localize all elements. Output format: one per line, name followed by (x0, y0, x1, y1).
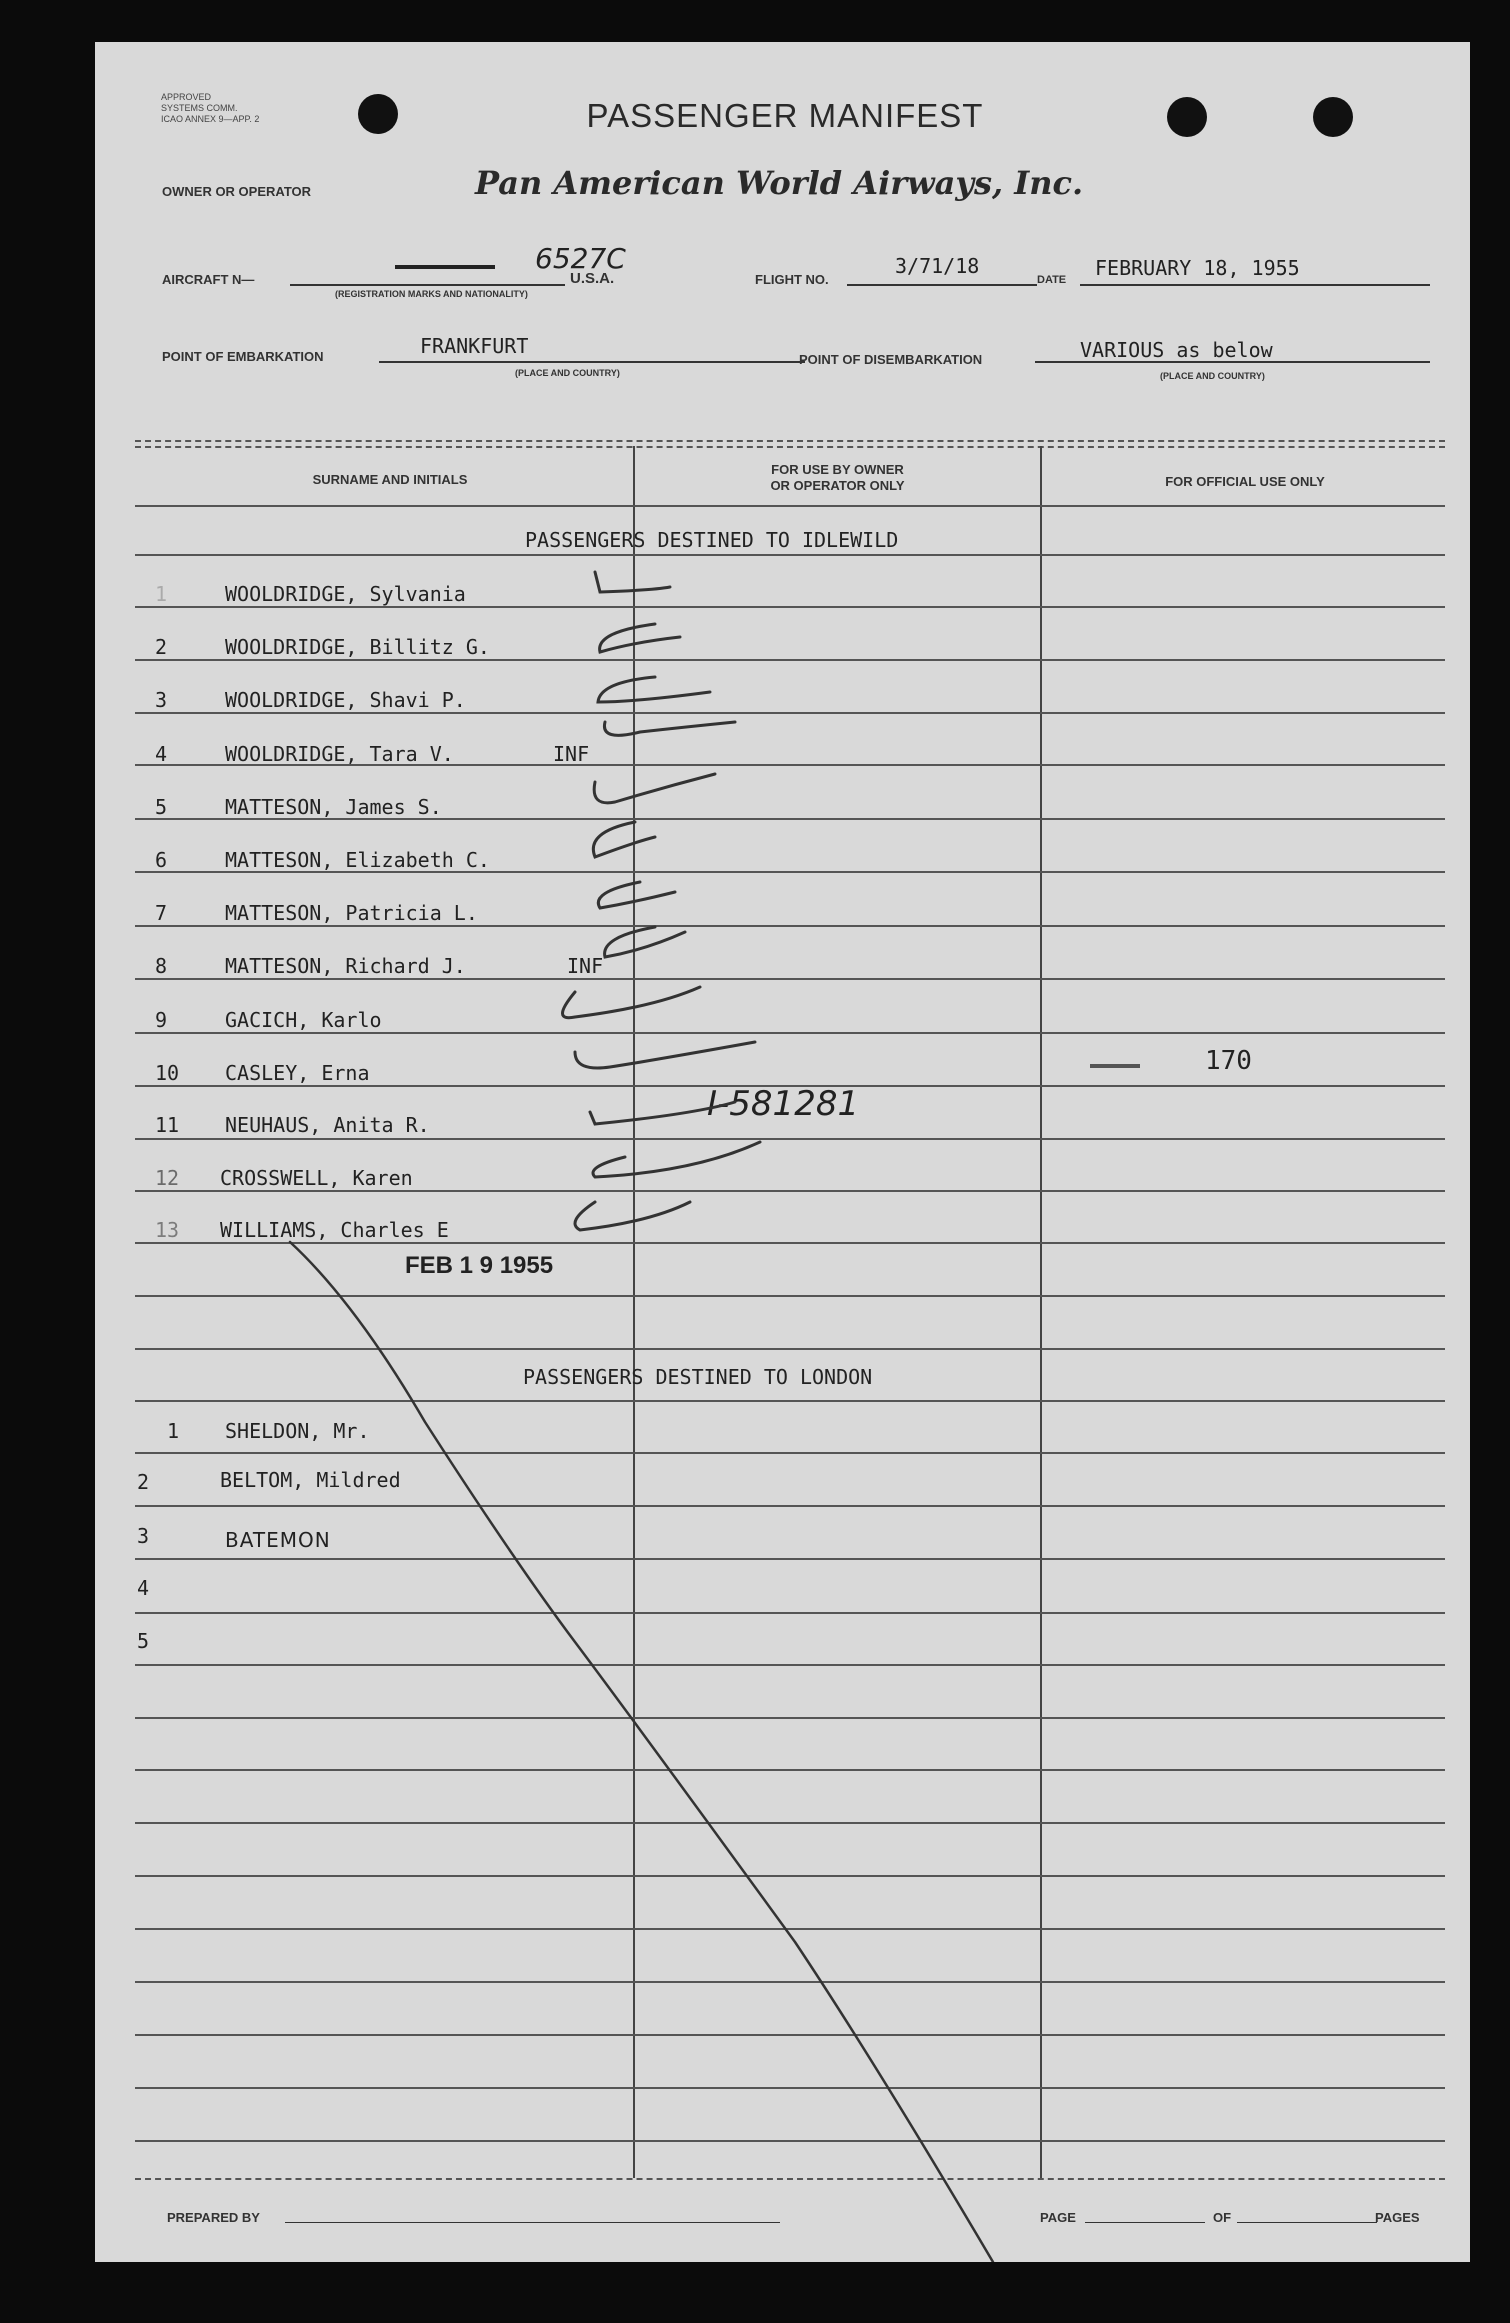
embarkation-value: FRANKFURT (420, 334, 529, 358)
passenger-name: WOOLDRIDGE, Sylvania (225, 582, 466, 606)
row-number: 4 (155, 742, 168, 766)
row-number: 13 (155, 1218, 180, 1242)
section-heading-idlewild: PASSENGERS DESTINED TO IDLEWILD (525, 528, 899, 552)
row-number: 3 (155, 688, 168, 712)
row-number: 8 (155, 954, 168, 978)
section-heading-london: PASSENGERS DESTINED TO LONDON (523, 1365, 873, 1389)
registration-caption: (REGISTRATION MARKS AND NATIONALITY) (335, 289, 528, 299)
passenger-name: GACICH, Karlo (225, 1008, 382, 1032)
row-number: 2 (137, 1470, 150, 1494)
check-mark (575, 1042, 755, 1068)
owner-use-line-2: OR OPERATOR ONLY (770, 478, 905, 493)
row-number: 7 (155, 901, 168, 925)
passenger-name: CASLEY, Erna (225, 1061, 370, 1085)
passenger-name: MATTESON, James S. (225, 795, 442, 819)
company-name: Pan American World Airways, Inc. (475, 164, 1084, 202)
row-number: 6 (155, 848, 168, 872)
owner-use-line-1: FOR USE BY OWNER (771, 462, 904, 477)
form-title: PASSENGER MANIFEST (586, 97, 984, 134)
check-mark (604, 722, 735, 735)
date-label: DATE (1037, 274, 1067, 286)
usa-label: U.S.A. (570, 270, 615, 287)
passenger-name: NEUHAUS, Anita R. (225, 1113, 430, 1137)
row-number: 10 (155, 1061, 180, 1085)
check-mark (593, 822, 655, 857)
row-number: 3 (137, 1524, 150, 1548)
row-number: 4 (137, 1576, 150, 1600)
official-number: 170 (1205, 1046, 1252, 1076)
column-header-surname: SURNAME AND INITIALS (312, 472, 468, 487)
check-mark (598, 882, 675, 908)
row-number: 1 (167, 1419, 180, 1443)
passenger-name: WOOLDRIDGE, Billitz G. (225, 635, 490, 659)
check-mark (598, 677, 710, 702)
check-mark (593, 1142, 760, 1177)
owner-label: OWNER OR OPERATOR (162, 184, 312, 199)
approval-line: ICAO ANNEX 9—APP. 2 (161, 114, 260, 124)
date-value: FEBRUARY 18, 1955 (1095, 256, 1300, 280)
check-mark (575, 1202, 690, 1230)
passenger-name: BELTOM, Mildred (220, 1468, 401, 1492)
row-number: 5 (137, 1629, 150, 1653)
row-number: 1 (155, 582, 168, 606)
row-number: 5 (155, 795, 168, 819)
place-caption: (PLACE AND COUNTRY) (515, 368, 620, 378)
check-mark (600, 624, 680, 652)
check-mark (605, 927, 685, 957)
handwritten-marks (95, 42, 1470, 2262)
passenger-name: WOOLDRIDGE, Tara V. (225, 742, 454, 766)
passenger-name: MATTESON, Richard J. (225, 954, 466, 978)
column-header-official: FOR OFFICIAL USE ONLY (1165, 474, 1325, 489)
row-number: 12 (155, 1166, 180, 1190)
of-label: OF (1213, 2210, 1232, 2225)
approval-line: SYSTEMS COMM. (161, 103, 238, 113)
passenger-name: WOOLDRIDGE, Shavi P. (225, 688, 466, 712)
passenger-name-handwritten: BATEMON (225, 1528, 331, 1552)
date-received-stamp: FEB 1 9 1955 (405, 1252, 554, 1279)
passenger-name: SHELDON, Mr. (225, 1419, 370, 1443)
infant-note: INF (553, 742, 590, 766)
handwritten-id-number: I-581281 (707, 1084, 860, 1124)
place-caption-2: (PLACE AND COUNTRY) (1160, 371, 1265, 381)
check-mark (595, 572, 670, 592)
pages-label: PAGES (1375, 2210, 1420, 2225)
page-label: PAGE (1040, 2210, 1076, 2225)
diagonal-stroke (290, 1242, 993, 2262)
row-number: 11 (155, 1113, 180, 1137)
prepared-by-label: PREPARED BY (167, 2210, 260, 2225)
passenger-name: CROSSWELL, Karen (220, 1166, 413, 1190)
check-mark (594, 774, 715, 803)
embarkation-label: POINT OF EMBARKATION (162, 349, 324, 364)
approval-line: APPROVED (161, 92, 212, 102)
aircraft-number: 6527C (535, 242, 626, 275)
passenger-name: MATTESON, Elizabeth C. (225, 848, 490, 872)
aircraft-label: AIRCRAFT N— (162, 272, 255, 287)
check-mark (590, 1102, 735, 1124)
manifest-form (95, 42, 1470, 2262)
passenger-name: MATTESON, Patricia L. (225, 901, 478, 925)
passenger-name: WILLIAMS, Charles E (220, 1218, 449, 1242)
infant-note: INF (567, 954, 604, 978)
check-mark (563, 987, 701, 1018)
flight-label: FLIGHT NO. (755, 272, 829, 287)
flight-number: 3/71/18 (895, 254, 980, 278)
row-number: 9 (155, 1008, 168, 1032)
row-number: 2 (155, 635, 168, 659)
disembarkation-label: POINT OF DISEMBARKATION (799, 352, 983, 367)
disembarkation-value: VARIOUS as below (1080, 338, 1273, 362)
